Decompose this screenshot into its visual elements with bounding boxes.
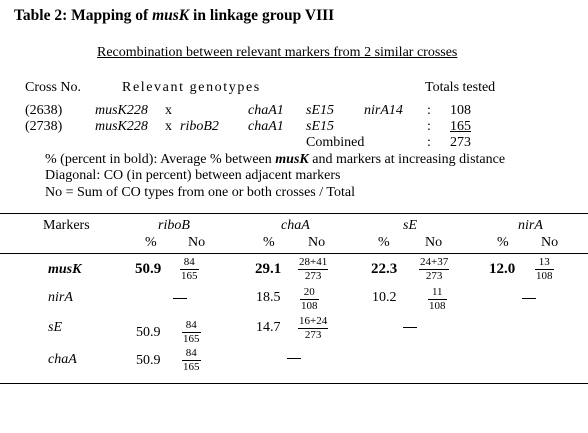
no-label: No [308, 235, 326, 250]
no-fraction [180, 256, 199, 283]
fraction-numerator: 28+41 [299, 256, 328, 268]
note-diagonal: Diagonal: CO (in percent) between adjacent markers [45, 168, 341, 183]
no-fraction [300, 286, 319, 313]
pct-label: % [497, 235, 509, 250]
cross-number: (2738) [25, 119, 63, 134]
row-marker-chaA: chaA [48, 352, 77, 367]
cross-total: 165 [450, 119, 471, 134]
markers-header: Markers [43, 218, 90, 233]
no-label: No [541, 235, 559, 250]
genotype: riboB2 [180, 119, 219, 134]
title-suffix: in linkage group VIII [189, 7, 335, 24]
genotype: chaA1 [248, 103, 284, 118]
fraction-numerator: 84 [183, 256, 195, 268]
genotype: musK228 [95, 119, 148, 134]
fraction-denominator: 273 [425, 270, 443, 282]
colon: : [427, 119, 431, 134]
no-fraction [298, 315, 328, 342]
cross-symbol: x [165, 103, 172, 118]
colon: : [427, 135, 431, 150]
fraction-numerator: 13 [538, 256, 550, 268]
table-header-rule [0, 253, 588, 254]
pct-label: % [263, 235, 275, 250]
relevant-genotypes-header: Relevant genotypes [122, 80, 261, 95]
row-marker-musK: musK [48, 262, 82, 277]
column-header-riboB: riboB [158, 218, 190, 233]
no-fraction [182, 347, 201, 374]
fraction-denominator: 165 [181, 270, 198, 282]
pct-value: 22.3 [371, 261, 398, 277]
totals-tested-header: Totals tested [425, 80, 496, 95]
no-fraction [182, 319, 201, 346]
table-bottom-rule [0, 383, 588, 384]
pct-value: 10.2 [372, 290, 397, 305]
genotype: sE15 [306, 119, 334, 134]
fraction-denominator: 165 [183, 333, 200, 345]
note-no: No = Sum of CO types from one or both crosses / Total [45, 185, 355, 200]
table-top-rule [0, 213, 588, 214]
genotype: sE15 [306, 103, 334, 118]
cross-no-header: Cross No. [25, 80, 82, 95]
empty-cell-dash [173, 298, 187, 299]
column-header-nirA: nirA [518, 218, 543, 233]
fraction-numerator: 24+37 [420, 256, 449, 268]
empty-cell-dash [287, 358, 301, 359]
genotype: nirA14 [364, 103, 403, 118]
note-text: and markers at increasing distance [308, 152, 506, 167]
row-marker-sE: sE [48, 320, 62, 335]
pct-value: 50.9 [136, 353, 161, 368]
no-fraction [298, 256, 328, 283]
fraction-numerator: 16+24 [299, 315, 328, 327]
pct-value: 14.7 [256, 320, 281, 335]
note-gene: musK [275, 152, 309, 167]
fraction-denominator: 108 [301, 300, 318, 312]
note-percent [45, 152, 505, 168]
pct-value: 50.9 [135, 261, 162, 277]
column-header-chaA: chaA [281, 218, 310, 233]
fraction-denominator: 273 [304, 270, 322, 282]
pct-value: 50.9 [136, 325, 161, 340]
cross-symbol: x [165, 119, 172, 134]
empty-cell-dash [403, 327, 417, 328]
genotype: chaA1 [248, 119, 284, 134]
table-title [14, 7, 334, 25]
combined-label: Combined [306, 135, 365, 150]
pct-label: % [378, 235, 390, 250]
no-fraction [535, 256, 554, 283]
no-fraction [428, 286, 447, 313]
colon: : [427, 103, 431, 118]
fraction-numerator: 84 [185, 319, 197, 331]
pct-value: 18.5 [256, 290, 281, 305]
title-gene: musK [152, 7, 190, 24]
no-label: No [425, 235, 443, 250]
empty-cell-dash [522, 298, 536, 299]
title-prefix: Table 2: Mapping of [14, 7, 153, 24]
note-text: % (percent in bold): Average % between [45, 152, 276, 167]
cross-total: 108 [450, 103, 471, 118]
no-fraction [419, 256, 449, 283]
pct-value: 12.0 [489, 261, 516, 277]
fraction-denominator: 273 [304, 329, 322, 341]
fraction-numerator: 11 [431, 286, 443, 298]
fraction-numerator: 84 [185, 347, 197, 359]
fraction-numerator: 20 [303, 286, 315, 298]
fraction-denominator: 165 [183, 361, 200, 373]
fraction-denominator: 108 [429, 300, 446, 312]
combined-total: 273 [450, 135, 471, 150]
no-label: No [188, 235, 206, 250]
cross-number: (2638) [25, 103, 63, 118]
pct-value: 29.1 [255, 261, 282, 277]
fraction-denominator: 108 [536, 270, 553, 282]
row-marker-nirA: nirA [48, 290, 73, 305]
pct-label: % [145, 235, 157, 250]
column-header-sE: sE [403, 218, 417, 233]
table-subtitle: Recombination between relevant markers from 2 similar crosses [97, 45, 458, 60]
genotype: musK228 [95, 103, 148, 118]
